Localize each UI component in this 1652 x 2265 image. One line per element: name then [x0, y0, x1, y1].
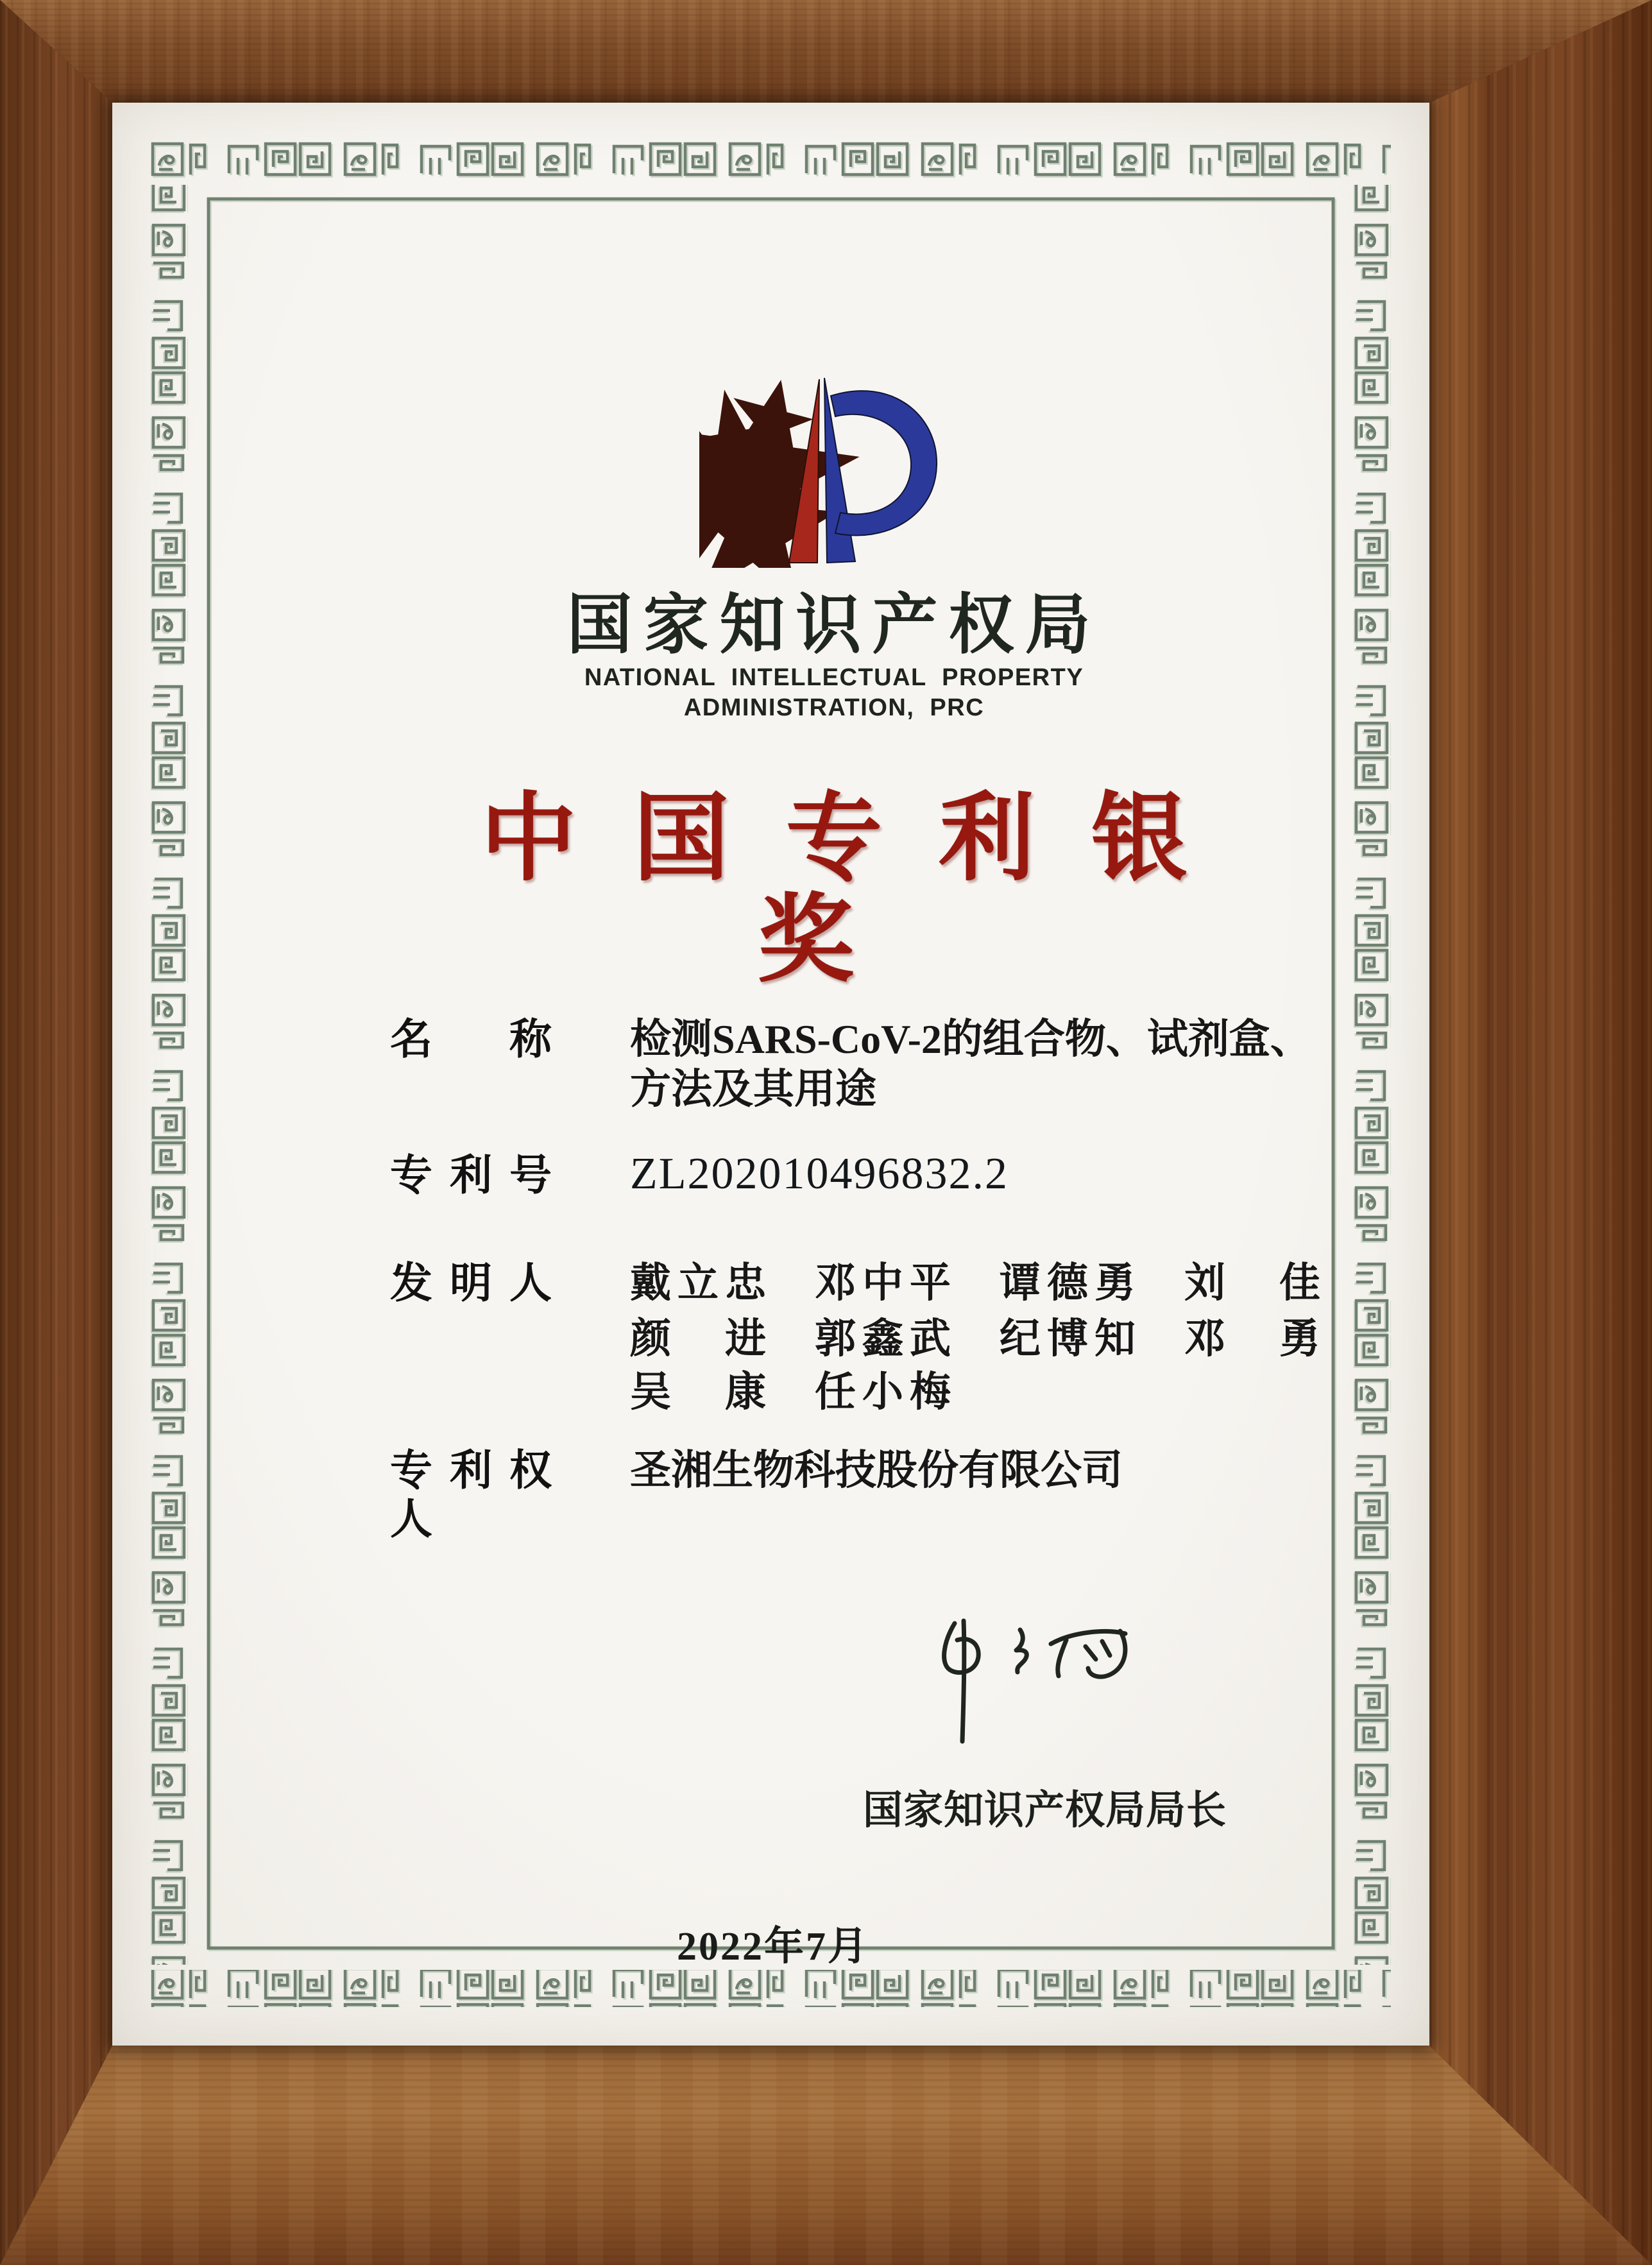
field-label-patent-number: 专利号	[390, 1152, 552, 1199]
inventor-name: 刘佳	[1184, 1260, 1320, 1306]
wood-frame-top	[0, 0, 1652, 103]
signature-stroke	[1058, 1640, 1066, 1676]
signature-stroke	[1086, 1641, 1110, 1659]
field-value-name-line2: 方法及其用途	[630, 1066, 876, 1112]
inventors-row-1	[630, 1260, 1320, 1307]
inventor-name: 戴立忠	[630, 1260, 766, 1306]
inventor-name: 任小梅	[815, 1369, 951, 1415]
issuer-name-zh: 国家知识产权局	[566, 590, 1102, 662]
meander-band-right	[1354, 185, 1391, 1965]
inventors-row-2	[630, 1315, 1320, 1363]
certificate-paper	[112, 103, 1429, 2046]
inventor-name: 郭鑫武	[815, 1316, 951, 1362]
field-label-patentee: 专利权人	[390, 1448, 552, 1543]
meander-band-top	[151, 141, 1391, 178]
signature-stroke	[1016, 1630, 1026, 1672]
inventor-name: 邓勇	[1184, 1316, 1320, 1362]
wood-frame-left	[0, 0, 112, 2265]
meander-band-bottom	[151, 1970, 1391, 2007]
wood-frame-bottom	[0, 2046, 1652, 2265]
field-label-inventors: 发明人	[390, 1260, 552, 1307]
inventor-name: 颜进	[630, 1316, 766, 1362]
wood-frame-right	[1429, 0, 1652, 2265]
signer-title: 国家知识产权局局长	[863, 1789, 1227, 1833]
signature-stroke	[944, 1623, 979, 1673]
nipa-logo	[699, 375, 943, 568]
star-icon	[735, 509, 776, 549]
signature-stroke	[1051, 1632, 1125, 1644]
issuer-name-en-line1: NATIONAL INTELLECTUAL PROPERTY	[584, 664, 1084, 691]
inventor-name: 吴康	[630, 1369, 766, 1415]
field-value-patentee: 圣湘生物科技股份有限公司	[630, 1447, 1123, 1493]
inventor-name: 纪博知	[1000, 1316, 1136, 1362]
inventor-name: 邓中平	[815, 1260, 951, 1306]
issuer-name-en-line2: ADMINISTRATION, PRC	[683, 694, 985, 721]
meander-band-left	[151, 185, 188, 1965]
field-value-name-line1: 检测SARS-CoV-2的组合物、试剂盒、	[630, 1016, 1311, 1062]
signature-calligraphy	[917, 1604, 1148, 1758]
award-title: 中国专利银奖	[480, 784, 1244, 993]
inventors-row-3	[630, 1369, 951, 1416]
inventor-name: 谭德勇	[1000, 1260, 1136, 1306]
logo-stars	[699, 409, 792, 549]
field-value-patent-number: ZL202010496832.2	[630, 1149, 1009, 1199]
issue-date: 2022年7月	[676, 1925, 869, 1969]
signature-stroke	[962, 1621, 964, 1741]
field-label-name: 名称	[390, 1016, 552, 1063]
